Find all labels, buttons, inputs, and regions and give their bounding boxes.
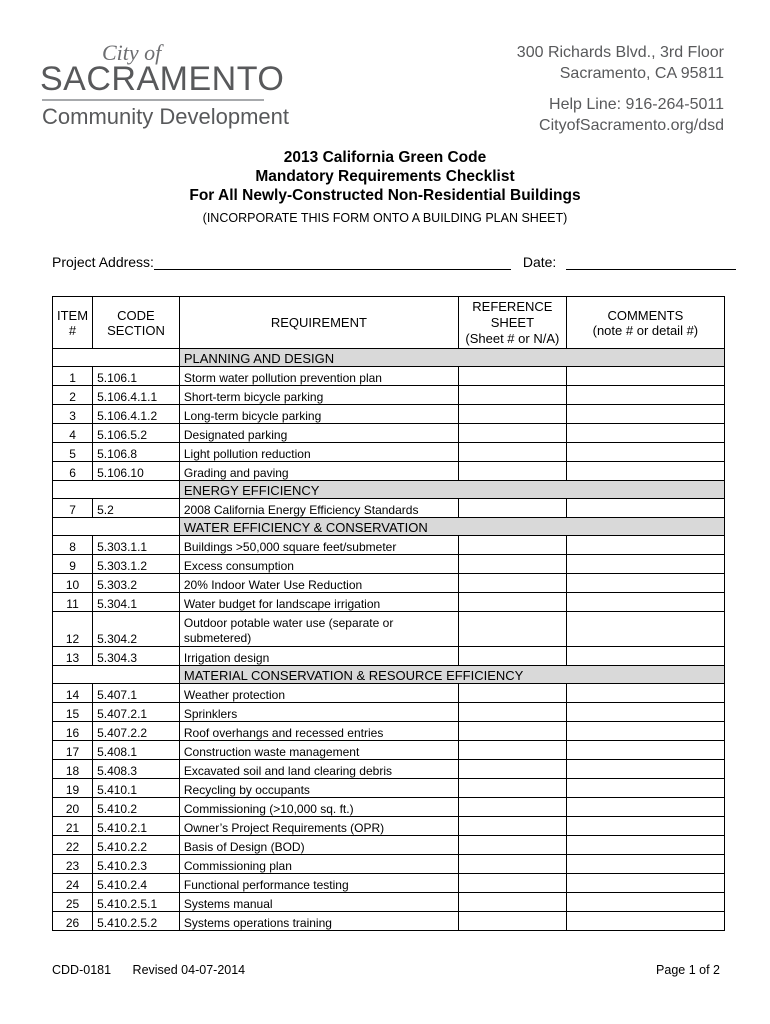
- item-number: 10: [53, 574, 93, 593]
- requirement-text: Designated parking: [179, 424, 458, 443]
- reference-sheet-cell[interactable]: [458, 836, 566, 855]
- comments-cell[interactable]: [566, 722, 724, 741]
- reference-sheet-cell[interactable]: [458, 647, 566, 666]
- table-row: [53, 722, 725, 741]
- item-number: 14: [53, 684, 93, 703]
- project-fields: [52, 254, 736, 270]
- table-row: [53, 779, 725, 798]
- code-section: 5.407.2.2: [93, 722, 180, 741]
- comments-cell[interactable]: [566, 647, 724, 666]
- item-number: 8: [53, 536, 93, 555]
- code-section: 5.410.2.3: [93, 855, 180, 874]
- requirement-text: 2008 California Energy Efficiency Standards: [179, 499, 458, 518]
- code-section: 5.106.4.1.1: [93, 386, 180, 405]
- requirement-text: Grading and paving: [179, 462, 458, 481]
- table-row: [53, 386, 725, 405]
- document-title: [0, 148, 770, 225]
- requirement-text: Construction waste management: [179, 741, 458, 760]
- requirement-text: Long-term bicycle parking: [179, 405, 458, 424]
- code-section: 5.410.2: [93, 798, 180, 817]
- reference-sheet-cell[interactable]: [458, 555, 566, 574]
- code-section: 5.2: [93, 499, 180, 518]
- comments-cell[interactable]: [566, 462, 724, 481]
- table-row: [53, 836, 725, 855]
- item-number: 6: [53, 462, 93, 481]
- section-header-row: [53, 518, 725, 536]
- requirement-text: 20% Indoor Water Use Reduction: [179, 574, 458, 593]
- address-line: 300 Richards Blvd., 3rd Floor: [516, 44, 724, 61]
- requirement-text: Owner’s Project Requirements (OPR): [179, 817, 458, 836]
- requirement-text: Functional performance testing: [179, 874, 458, 893]
- item-number: 3: [53, 405, 93, 424]
- item-number: 11: [53, 593, 93, 612]
- section-header-row: [53, 349, 725, 367]
- code-section: 5.408.1: [93, 741, 180, 760]
- table-row: [53, 760, 725, 779]
- table-row: [53, 424, 725, 443]
- address-line: Sacramento, CA 95811: [559, 65, 724, 82]
- requirement-text: Systems manual: [179, 893, 458, 912]
- code-section: 5.106.4.1.2: [93, 405, 180, 424]
- item-number: 4: [53, 424, 93, 443]
- reference-sheet-cell[interactable]: [458, 367, 566, 386]
- requirement-text: Water budget for landscape irrigation: [179, 593, 458, 612]
- table-row: [53, 443, 725, 462]
- code-section: 5.106.10: [93, 462, 180, 481]
- item-number: 7: [53, 499, 93, 518]
- code-section: 5.410.2.2: [93, 836, 180, 855]
- code-section: 5.106.1: [93, 367, 180, 386]
- comments-cell[interactable]: [566, 593, 724, 612]
- comments-cell[interactable]: [566, 912, 724, 931]
- requirement-text: Roof overhangs and recessed entries: [179, 722, 458, 741]
- section-title: ENERGY EFFICIENCY: [179, 481, 724, 499]
- page-number: Page 1 of 2: [656, 963, 720, 977]
- reference-sheet-cell[interactable]: [458, 760, 566, 779]
- table-row: [53, 893, 725, 912]
- comments-cell[interactable]: [566, 555, 724, 574]
- item-number: 5: [53, 443, 93, 462]
- requirement-text: Commissioning plan: [179, 855, 458, 874]
- reference-sheet-cell[interactable]: [458, 612, 566, 647]
- logo-city-of: City of: [102, 40, 162, 65]
- code-section: 5.303.1.2: [93, 555, 180, 574]
- reference-sheet-cell[interactable]: [458, 536, 566, 555]
- header-requirement: REQUIREMENT: [179, 297, 458, 349]
- reference-sheet-cell[interactable]: [458, 912, 566, 931]
- code-section: 5.304.1: [93, 593, 180, 612]
- item-number: 2: [53, 386, 93, 405]
- title-instruction: (INCORPORATE THIS FORM ONTO A BUILDING PLAN SHEET): [202, 211, 568, 225]
- comments-cell[interactable]: [566, 703, 724, 722]
- header-code: CODE SECTION: [93, 297, 180, 349]
- comments-cell[interactable]: [566, 855, 724, 874]
- reference-sheet-cell[interactable]: [458, 684, 566, 703]
- comments-cell[interactable]: [566, 779, 724, 798]
- reference-sheet-cell[interactable]: [458, 462, 566, 481]
- table-row: [53, 555, 725, 574]
- reference-sheet-cell[interactable]: [458, 443, 566, 462]
- reference-sheet-cell[interactable]: [458, 703, 566, 722]
- requirement-text: Sprinklers: [179, 703, 458, 722]
- requirement-text: Buildings >50,000 square feet/submeter: [179, 536, 458, 555]
- item-number: 26: [53, 912, 93, 931]
- requirement-text: Weather protection: [179, 684, 458, 703]
- code-section: 5.408.3: [93, 760, 180, 779]
- item-number: 20: [53, 798, 93, 817]
- reference-sheet-cell[interactable]: [458, 574, 566, 593]
- item-number: 25: [53, 893, 93, 912]
- code-section: 5.106.8: [93, 443, 180, 462]
- help-line: Help Line: 916-264-5011: [549, 96, 724, 113]
- requirement-text: Irrigation design: [179, 647, 458, 666]
- title-line-2: Mandatory Requirements Checklist: [255, 168, 515, 185]
- item-number: 12: [53, 612, 93, 647]
- section-header-row: [53, 666, 725, 684]
- section-header-row: [53, 481, 725, 499]
- reference-sheet-cell[interactable]: [458, 893, 566, 912]
- table-row: [53, 798, 725, 817]
- requirement-text: Light pollution reduction: [179, 443, 458, 462]
- code-section: 5.303.2: [93, 574, 180, 593]
- title-line-3: For All Newly-Constructed Non-Residential Buildings: [189, 187, 581, 204]
- item-number: 22: [53, 836, 93, 855]
- date-label: Date:: [522, 254, 557, 270]
- item-number: 19: [53, 779, 93, 798]
- requirement-text: Excavated soil and land clearing debris: [179, 760, 458, 779]
- comments-cell[interactable]: [566, 443, 724, 462]
- table-row: [53, 536, 725, 555]
- comments-cell[interactable]: [566, 386, 724, 405]
- table-header-row: [53, 297, 725, 349]
- comments-cell[interactable]: [566, 612, 724, 647]
- footer: [52, 963, 245, 977]
- office-address: [517, 42, 724, 136]
- table-row: [53, 741, 725, 760]
- comments-cell[interactable]: [566, 684, 724, 703]
- reference-sheet-cell[interactable]: [458, 405, 566, 424]
- table-row: [53, 855, 725, 874]
- item-number: 9: [53, 555, 93, 574]
- table-row: [53, 912, 725, 931]
- section-title: PLANNING AND DESIGN: [179, 349, 724, 367]
- table-row: [53, 405, 725, 424]
- table-row: [53, 703, 725, 722]
- code-section: 5.410.2.4: [93, 874, 180, 893]
- reference-sheet-cell[interactable]: [458, 722, 566, 741]
- requirement-text: Commissioning (>10,000 sq. ft.): [179, 798, 458, 817]
- requirement-text: Systems operations training: [179, 912, 458, 931]
- project-address-label: Project Address:: [52, 254, 154, 270]
- date-field[interactable]: [566, 255, 736, 270]
- item-number: 16: [53, 722, 93, 741]
- comments-cell[interactable]: [566, 798, 724, 817]
- reference-sheet-cell[interactable]: [458, 424, 566, 443]
- code-section: 5.304.2: [93, 612, 180, 647]
- table-row: [53, 874, 725, 893]
- reference-sheet-cell[interactable]: [458, 874, 566, 893]
- code-section: 5.106.5.2: [93, 424, 180, 443]
- item-number: 15: [53, 703, 93, 722]
- table-row: [53, 647, 725, 666]
- comments-cell[interactable]: [566, 817, 724, 836]
- project-address-field[interactable]: [154, 255, 511, 270]
- code-section: 5.410.1: [93, 779, 180, 798]
- table-row: [53, 367, 725, 386]
- reference-sheet-cell[interactable]: [458, 817, 566, 836]
- code-section: 5.410.2.5.1: [93, 893, 180, 912]
- item-number: 24: [53, 874, 93, 893]
- logo-sacramento: SACRAMENTO: [40, 60, 285, 98]
- table-row: [53, 684, 725, 703]
- comments-cell[interactable]: [566, 893, 724, 912]
- logo-divider: [42, 99, 264, 101]
- table-row: [53, 462, 725, 481]
- comments-cell[interactable]: [566, 574, 724, 593]
- reference-sheet-cell[interactable]: [458, 386, 566, 405]
- table-row: [53, 499, 725, 518]
- table-row: [53, 574, 725, 593]
- reference-sheet-cell[interactable]: [458, 593, 566, 612]
- item-number: 1: [53, 367, 93, 386]
- code-section: 5.410.2.5.2: [93, 912, 180, 931]
- comments-cell[interactable]: [566, 836, 724, 855]
- comments-cell[interactable]: [566, 536, 724, 555]
- form-id: CDD-0181: [52, 963, 112, 977]
- revision-date: Revised 04-07-2014: [132, 963, 246, 977]
- website: CityofSacramento.org/dsd: [539, 117, 724, 134]
- section-title: WATER EFFICIENCY & CONSERVATION: [179, 518, 724, 536]
- reference-sheet-cell[interactable]: [458, 741, 566, 760]
- table-row: [53, 612, 725, 647]
- comments-cell[interactable]: [566, 499, 724, 518]
- item-number: 21: [53, 817, 93, 836]
- code-section: 5.407.1: [93, 684, 180, 703]
- requirement-text: Outdoor potable water use (separate or submetered): [179, 612, 458, 647]
- header-item: ITEM #: [53, 297, 93, 349]
- requirement-text: Excess consumption: [179, 555, 458, 574]
- requirement-text: Basis of Design (BOD): [179, 836, 458, 855]
- code-section: 5.304.3: [93, 647, 180, 666]
- requirement-text: Short-term bicycle parking: [179, 386, 458, 405]
- table-row: [53, 817, 725, 836]
- comments-cell[interactable]: [566, 741, 724, 760]
- comments-cell[interactable]: [566, 874, 724, 893]
- requirement-text: Storm water pollution prevention plan: [179, 367, 458, 386]
- title-line-1: 2013 California Green Code: [283, 149, 487, 166]
- section-title: MATERIAL CONSERVATION & RESOURCE EFFICIENCY: [179, 666, 724, 684]
- reference-sheet-cell[interactable]: [458, 798, 566, 817]
- logo-department: Community Development: [42, 104, 289, 129]
- requirement-text: Recycling by occupants: [179, 779, 458, 798]
- item-number: 23: [53, 855, 93, 874]
- header-reference: REFERENCE SHEET (Sheet # or N/A): [458, 297, 566, 349]
- item-number: 18: [53, 760, 93, 779]
- reference-sheet-cell[interactable]: [458, 499, 566, 518]
- code-section: 5.410.2.1: [93, 817, 180, 836]
- comments-cell[interactable]: [566, 760, 724, 779]
- reference-sheet-cell[interactable]: [458, 855, 566, 874]
- reference-sheet-cell[interactable]: [458, 779, 566, 798]
- code-section: 5.407.2.1: [93, 703, 180, 722]
- item-number: 13: [53, 647, 93, 666]
- header-comments: COMMENTS (note # or detail #): [566, 297, 724, 349]
- comments-cell[interactable]: [566, 424, 724, 443]
- comments-cell[interactable]: [566, 367, 724, 386]
- item-number: 17: [53, 741, 93, 760]
- table-row: [53, 593, 725, 612]
- code-section: 5.303.1.1: [93, 536, 180, 555]
- comments-cell[interactable]: [566, 405, 724, 424]
- requirements-table: [52, 296, 725, 931]
